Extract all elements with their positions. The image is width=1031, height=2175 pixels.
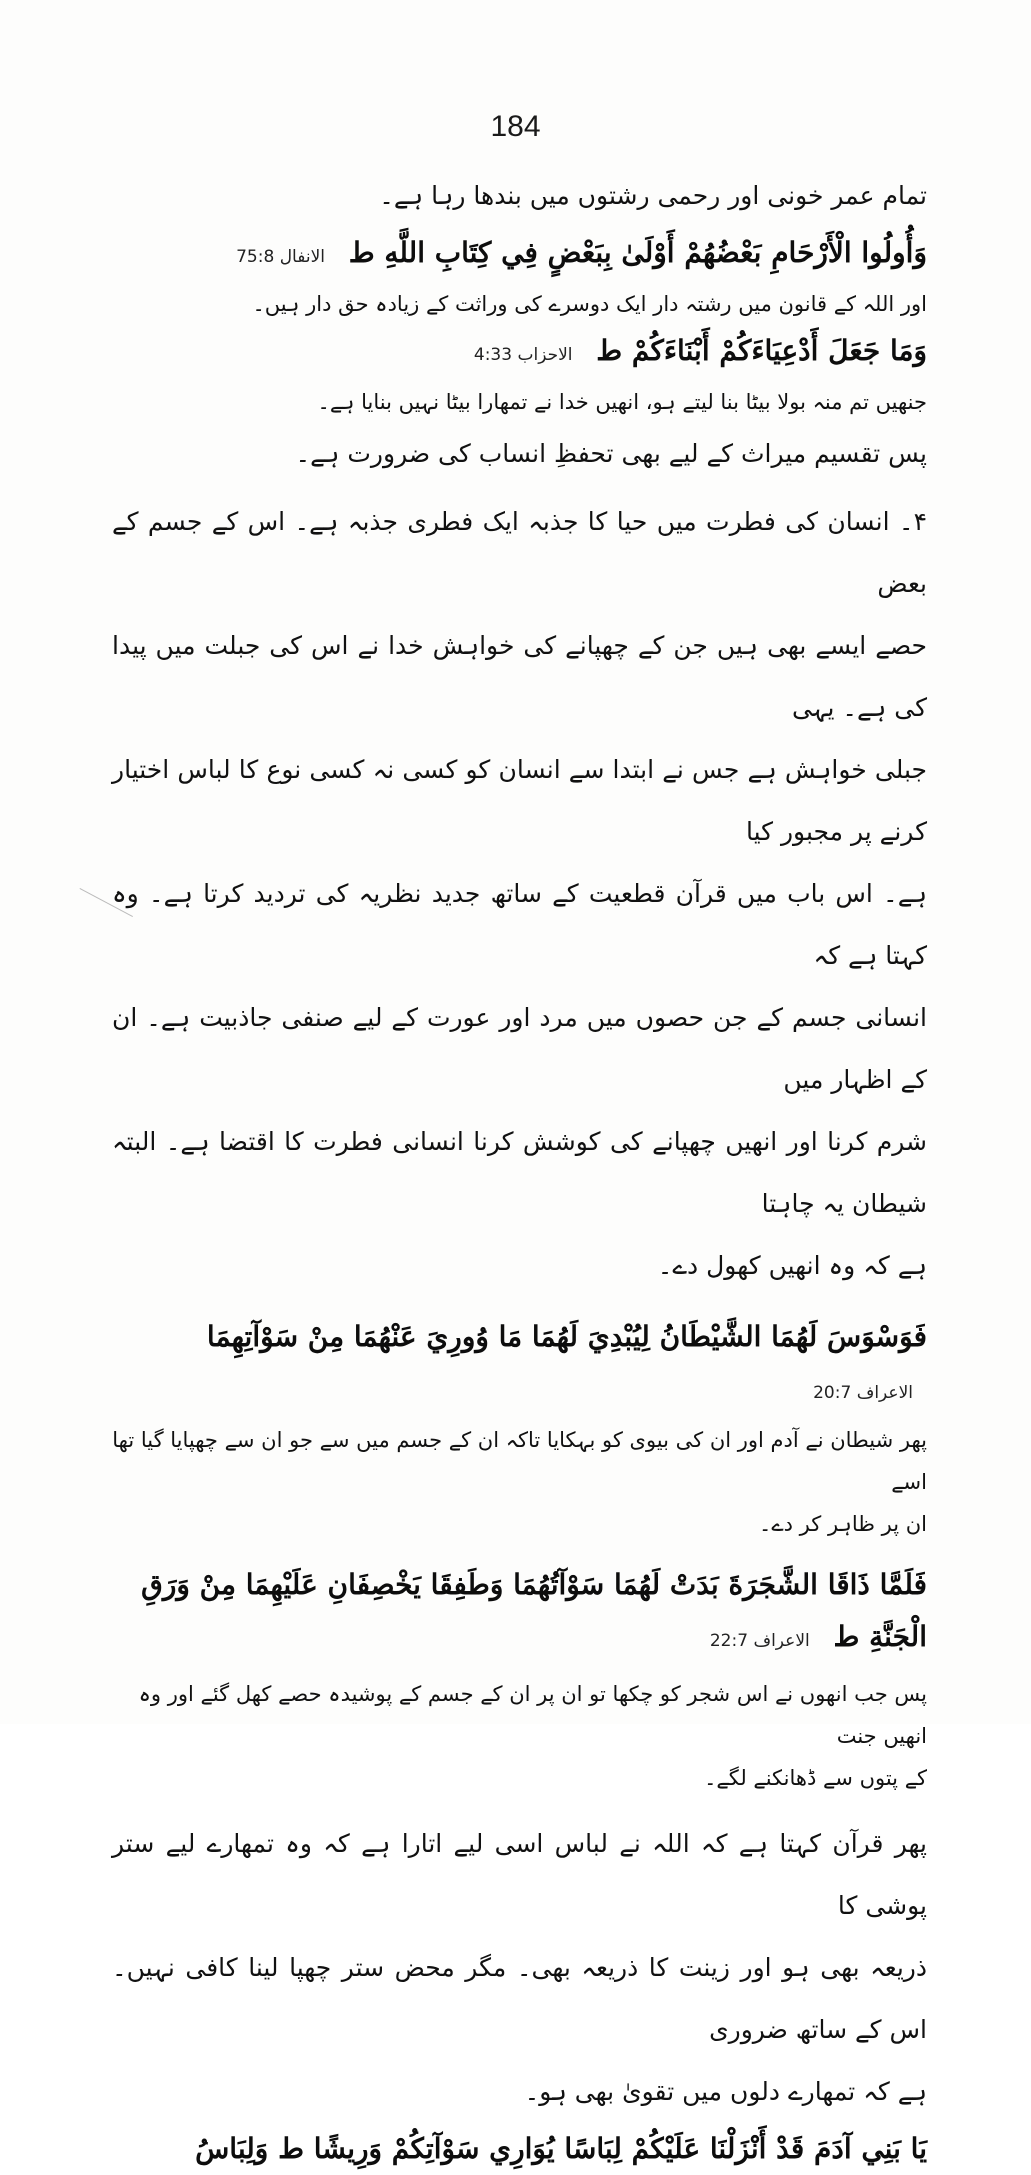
quran-verse-araf-20 xyxy=(112,1311,927,1419)
paragraph-3 xyxy=(112,1813,927,2123)
quran-verse-araf-26: يَا بَنِي آدَمَ قَدْ أَنْزَلْنَا عَلَيْكُمْ لِبَاسًا يُوَارِي سَوْآتِكُمْ وَرِيشًا ط وَلِبَاسُ xyxy=(195,2132,927,2165)
verse-text: وَمَا جَعَلَ أَدْعِيَاءَكُمْ أَبْنَاءَكُمْ ط xyxy=(596,334,927,367)
text-line: ہے۔ اس باب میں قرآن قطعیت کے ساتھ جدید نظریہ کی تردید کرتا ہے۔ وہ کہتا ہے کہ xyxy=(112,879,927,970)
text-line: انسانی جسم کے جن حصوں میں مرد اور عورت کے لیے صنفی جاذبیت ہے۔ ان کے اظہار میں xyxy=(112,1003,927,1094)
verse-reference: الاحزاب 4:33 xyxy=(473,345,573,365)
text-line: ہے کہ وہ انھیں کھول دے۔ xyxy=(657,1251,927,1280)
paragraph-point-4 xyxy=(112,491,927,1297)
translation-3 xyxy=(112,1419,927,1545)
translation-1: اور اللہ کے قانون میں رشتہ دار ایک دوسرے کی وراثت کے زیادہ حق دار ہیں۔ xyxy=(252,292,927,316)
text-line: پھر قرآن کہتا ہے کہ اللہ نے لباس اسی لیے اتارا ہے کہ وہ تمھارے لیے ستر پوشی کا xyxy=(112,1829,927,1920)
verse-text: وَأُولُوا الْأَرْحَامِ بَعْضُهُمْ أَوْلَىٰ بِبَعْضٍ فِي كِتَابِ اللَّهِ ط xyxy=(348,236,927,269)
verse-line-2 xyxy=(112,1611,927,1667)
text-line: ہے کہ تمھارے دلوں میں تقویٰ بھی ہو۔ xyxy=(524,2077,927,2106)
text-line: پھر شیطان نے آدم اور ان کی بیوی کو بہکایا تاکہ ان کے جسم میں سے جو ان سے چھپایا گیا تھا اسے xyxy=(112,1428,927,1494)
quran-verse-ahzab xyxy=(112,325,927,381)
text-line: کے پتوں سے ڈھانکنے لگے۔ xyxy=(704,1766,927,1790)
verse-reference: الاعراف 20:7 xyxy=(813,1383,913,1403)
text-line: ۴۔ انسان کی فطرت میں حیا کا جذبہ ایک فطری جذبہ ہے۔ اس کے جسم کے بعض xyxy=(112,507,927,598)
quran-verse-araf-22 xyxy=(112,1559,927,1667)
verse-text: فَوَسْوَسَ لَهُمَا الشَّيْطَانُ لِيُبْدِيَ لَهُمَا مَا وُورِيَ عَنْهُمَا مِنْ سَوْآتِهِمَا xyxy=(206,1320,927,1353)
verse-reference: الانفال 75:8 xyxy=(236,247,325,267)
text-line: ذریعہ بھی ہو اور زینت کا ذریعہ بھی۔ مگر محض ستر چھپا لینا کافی نہیں۔ اس کے ساتھ ضروری xyxy=(112,1953,927,2044)
verse-text: فَلَمَّا ذَاقَا الشَّجَرَةَ بَدَتْ لَهُمَا سَوْآتُهُمَا وَطَفِقَا يَخْصِفَانِ عَلَيْهِمَا مِنْ وَرَقِ xyxy=(141,1568,927,1601)
text-line: جبلی خواہش ہے جس نے ابتدا سے انسان کو کسی نہ کسی نوع کا لباس اختیار کرنے پر مجبور کیا xyxy=(112,755,927,846)
paragraph-1: تمام عمر خونی اور رحمی رشتوں میں بندھا رہا ہے۔ xyxy=(379,181,927,210)
text-line: شرم کرنا اور انھیں چھپانے کی کوشش کرنا انسانی فطرت کا اقتضا ہے۔ البتہ شیطان یہ چاہتا xyxy=(112,1127,927,1218)
verse-text: الْجَنَّةِ ط xyxy=(833,1620,927,1653)
page-content xyxy=(112,165,927,2175)
text-line: ان پر ظاہر کر دے۔ xyxy=(759,1512,927,1536)
translation-2: جنھیں تم منہ بولا بیٹا بنا لیتے ہو، انھیں خدا نے تمھارا بیٹا نہیں بنایا ہے۔ xyxy=(317,390,927,414)
page-number: 184 xyxy=(490,110,541,143)
text-line: پس جب انھوں نے اس شجر کو چکھا تو ان پر ان کے جسم کے پوشیدہ حصے کھل گئے اور وہ انھیں جنت xyxy=(138,1682,927,1748)
verse-reference: الاعراف 22:7 xyxy=(709,1631,810,1651)
paragraph-2: پس تقسیم میراث کے لیے بھی تحفظِ انساب کی ضرورت ہے۔ xyxy=(295,439,927,468)
text-line: حصے ایسے بھی ہیں جن کے چھپانے کی خواہش خدا نے اس کی جبلت میں پیدا کی ہے۔ یہی xyxy=(112,631,927,722)
quran-verse-anfal xyxy=(112,227,927,283)
translation-4 xyxy=(112,1673,927,1799)
